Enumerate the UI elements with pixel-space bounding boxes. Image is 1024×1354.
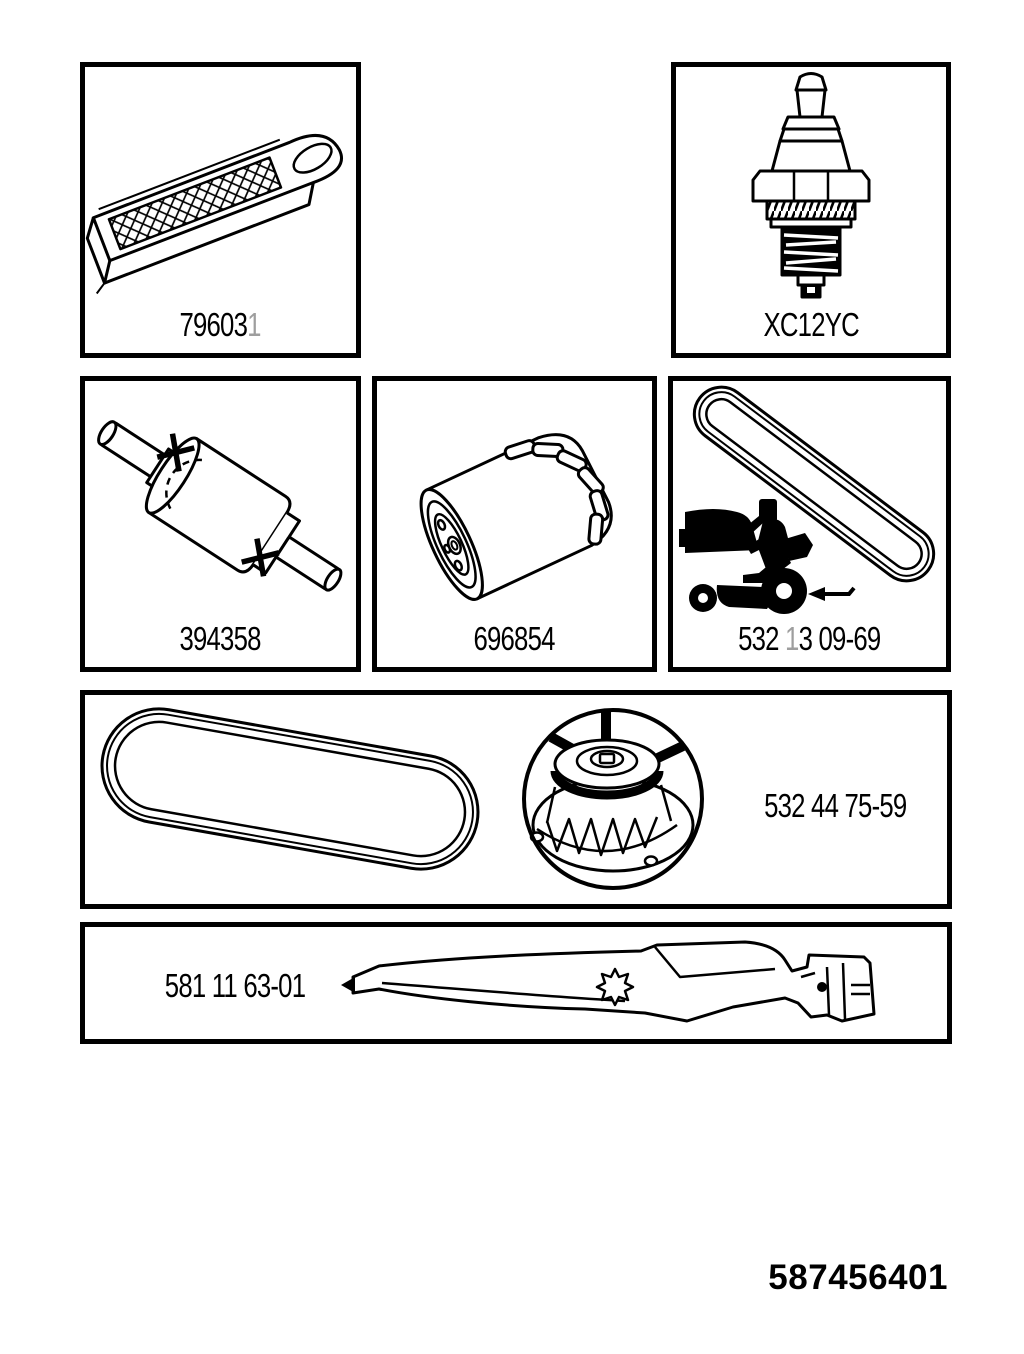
- part-number-label: [85, 622, 356, 655]
- panel-oil-filter: [372, 376, 657, 672]
- belt-loop: [684, 381, 945, 592]
- mandrel-assembly: [524, 710, 702, 888]
- part-number-label: [85, 969, 385, 1002]
- center-star-hole: [597, 969, 633, 1005]
- part-number-text: 532 44 75-59: [763, 787, 907, 824]
- panel-ground-drive-belt: [668, 376, 951, 672]
- panel-deck-belt-and-mandrel: [80, 690, 952, 909]
- tractor-icon: [679, 499, 813, 614]
- part-number-faint-digit: 1: [785, 620, 799, 657]
- document-number: 587456401: [768, 1258, 948, 1297]
- part-number-faint-digit: 1: [247, 306, 262, 343]
- arrow-left-icon: [808, 587, 854, 601]
- part-number-text-2: 3 09-69: [798, 620, 881, 657]
- part-number-text: 394358: [179, 620, 262, 657]
- part-number-text: XC12YC: [763, 306, 859, 343]
- part-number-label: [685, 789, 985, 822]
- panel-fuel-filter: [80, 376, 361, 672]
- part-number-label: [85, 308, 356, 341]
- panel-mower-blade: [80, 922, 952, 1044]
- panel-spark-plug: [671, 62, 951, 358]
- part-number-text: 532: [738, 620, 786, 657]
- belt-loop: [93, 700, 487, 878]
- part-number-label: [377, 622, 652, 655]
- part-number-text: 696854: [473, 620, 556, 657]
- part-number-text: 79603: [179, 306, 248, 343]
- part-number-label: [676, 308, 946, 341]
- panel-air-filter: [80, 62, 361, 358]
- part-number-label: [673, 622, 946, 655]
- part-number-text: 581 11 63-01: [164, 967, 306, 1004]
